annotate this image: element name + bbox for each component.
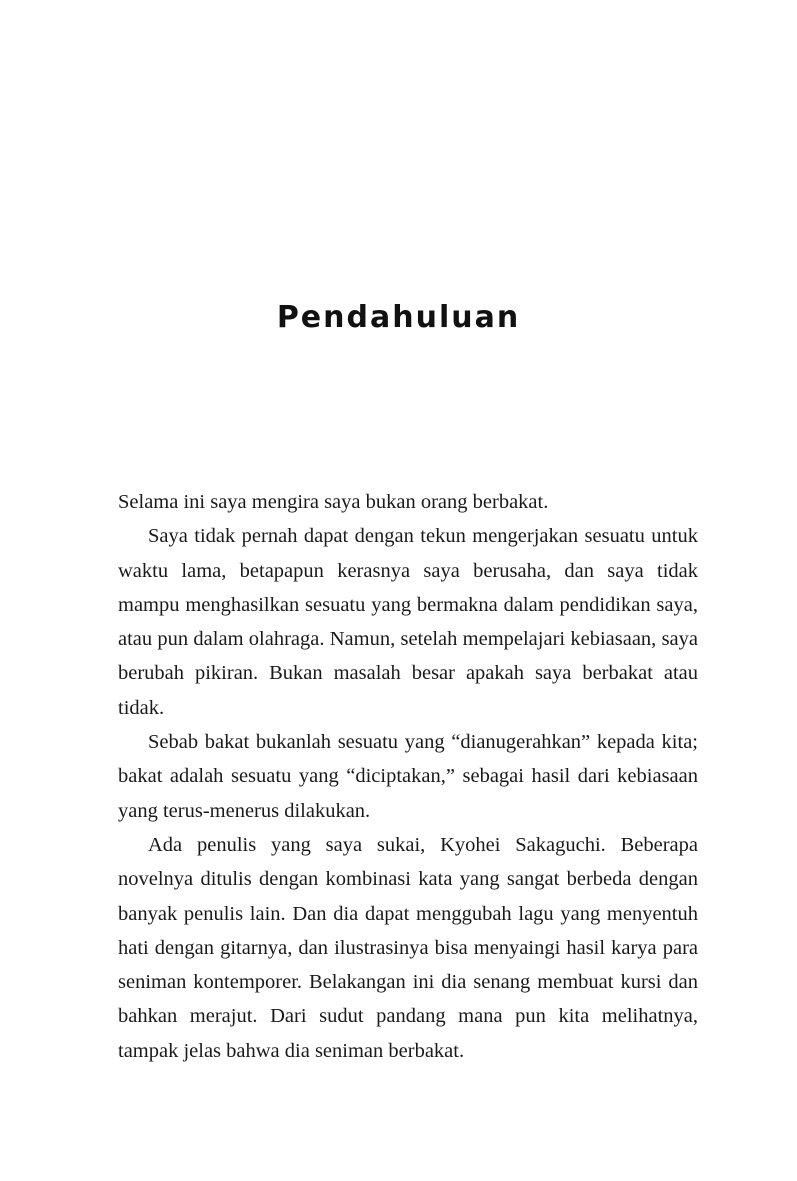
- paragraph: Selama ini saya mengira saya bukan orang berbakat.: [118, 491, 549, 513]
- paragraph: Ada penulis yang saya sukai, Kyohei Sakaguchi. Beberapa novelnya ditulis dengan kombinasi kata yang sangat berbeda dengan banyak penulis lain. Dan dia dapat menggubah lagu yang menyentuh hati dengan gitarnya, dan ilustrasinya bisa menyaingi hasil karya para seniman kontemporer. Belakangan ini dia senang membuat kursi dan bahkan merajut. Dari sudut pandang mana pun kita melihatnya, tampak jelas bahwa dia seniman berbakat.: [118, 833, 698, 1062]
- chapter-title: Pendahuluan: [276, 300, 521, 335]
- body-text: [118, 485, 698, 1068]
- paragraph: Sebab bakat bukanlah sesuatu yang “dianugerahkan” kepada kita; bakat adalah sesuatu yang “diciptakan,” sebagai hasil dari kebiasaan yang terus-menerus dilakukan.: [118, 731, 698, 822]
- paragraph: Saya tidak pernah dapat dengan tekun mengerjakan sesuatu untuk waktu lama, betapapun kerasnya saya berusaha, dan saya tidak mampu menghasilkan sesuatu yang bermakna dalam pendidikan saya, atau pun dalam olahraga. Namun, setelah mempelajari kebiasaan, saya berubah pikiran. Bukan masalah besar apakah saya berbakat atau tidak.: [118, 525, 698, 719]
